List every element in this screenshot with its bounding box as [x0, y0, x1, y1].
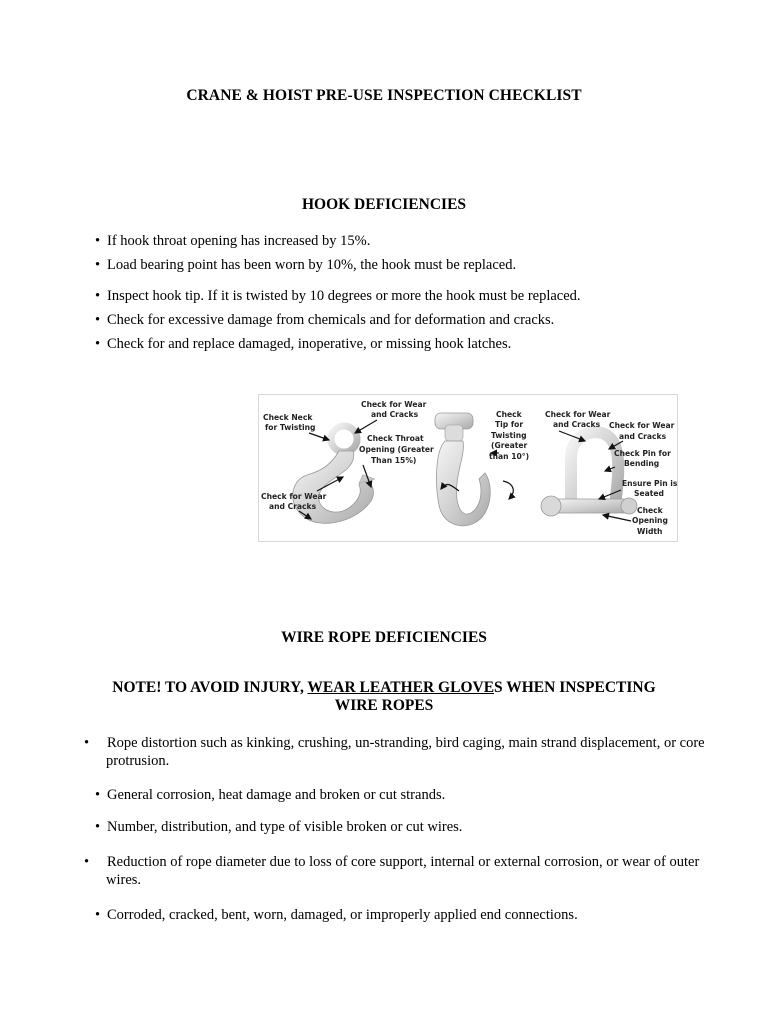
page-title: CRANE & HOIST PRE-USE INSPECTION CHECKLIST [186, 87, 582, 104]
wire-rope-bullet [84, 734, 706, 770]
label-wear-top-2: and Cracks [371, 410, 419, 419]
wire-rope-bullet-text: Rope distortion such as kinking, crushing, un-stranding, bird caging, main strand displacement, or core protrusion. [106, 735, 705, 769]
label-tip-4: (Greater [491, 441, 528, 450]
label-shackle-wear-2: and Cracks [553, 420, 601, 429]
label-seated-2: Seated [634, 489, 664, 498]
hook-bullet [95, 256, 516, 274]
label-shackle-wear2-1: Check for Wear [609, 421, 675, 430]
wire-rope-bullet-text: Number, distribution, and type of visible broken or cut wires. [107, 819, 463, 835]
bullet-glyph: • [84, 854, 90, 870]
label-neck-2: for Twisting [265, 423, 316, 432]
label-opening-3: Width [637, 527, 663, 536]
hook-bullet-text: Check for and replace damaged, inoperative, or missing hook latches. [107, 336, 512, 352]
wire-rope-bullet-text: General corrosion, heat damage and broken or cut strands. [107, 787, 446, 803]
label-throat-2: Opening (Greater [359, 445, 434, 454]
swivel-hook-drawing [435, 413, 490, 526]
hook-bullet-text: If hook throat opening has increased by 15%. [107, 233, 371, 249]
safety-note [90, 679, 678, 715]
hook-bullet [95, 232, 370, 250]
label-pin-2: Bending [624, 459, 660, 468]
hook-heading: HOOK DEFICIENCIES [301, 196, 467, 213]
bullet-glyph: • [95, 336, 101, 352]
wire-rope-bullet [84, 853, 706, 889]
bullet-glyph: • [95, 257, 101, 273]
bullet-glyph: • [95, 288, 101, 304]
bullet-glyph: • [95, 312, 101, 328]
label-tip-3: Twisting [491, 431, 527, 440]
bullet-glyph: • [95, 233, 101, 249]
wire-rope-bullet [95, 818, 462, 836]
hook-inspection-figure [258, 394, 678, 542]
label-shackle-wear2-2: and Cracks [619, 432, 667, 441]
label-tip-2: Tip for [495, 420, 524, 429]
wire-rope-bullet [95, 786, 445, 804]
wire-rope-bullet [95, 906, 578, 924]
bullet-glyph: • [84, 735, 90, 751]
bullet-glyph: • [95, 819, 101, 835]
label-wear-top-1: Check for Wear [361, 400, 427, 409]
label-throat-3: Than 15%) [371, 456, 417, 465]
bullet-glyph: • [95, 907, 101, 923]
label-seated-1: Ensure Pin is [622, 479, 677, 488]
bullet-glyph: • [95, 787, 101, 803]
note-underlined: WEAR LEATHER GLOVE [307, 679, 495, 696]
hook-bullet-text: Load bearing point has been worn by 10%, the hook must be replaced. [107, 257, 517, 273]
wire-rope-heading: WIRE ROPE DEFICIENCIES [281, 629, 487, 646]
label-shackle-wear-1: Check for Wear [545, 410, 611, 419]
label-neck-1: Check Neck [263, 413, 313, 422]
label-throat-1: Check Throat [367, 434, 424, 443]
label-wear-bottom-1: Check for Wear [261, 492, 327, 501]
wire-rope-bullet-text: Reduction of rope diameter due to loss of core support, internal or external corrosion, or wear of outer wires. [106, 854, 700, 888]
note-prefix: NOTE! TO AVOID INJURY, [112, 679, 308, 696]
hook-bullet [95, 311, 554, 329]
label-wear-bottom-2: and Cracks [269, 502, 317, 511]
hook-bullet-text: Check for excessive damage from chemicals and for deformation and cracks. [107, 312, 555, 328]
wire-rope-bullet-text: Corroded, cracked, bent, worn, damaged, or improperly applied end connections. [107, 907, 578, 923]
label-opening-2: Opening [632, 516, 668, 525]
shackle-drawing [541, 432, 637, 516]
hook-bullet-text: Inspect hook tip. If it is twisted by 10 degrees or more the hook must be replaced. [107, 288, 581, 304]
hook-bullet [95, 335, 511, 353]
label-tip-1: Check [496, 410, 522, 419]
label-opening-1: Check [637, 506, 663, 515]
note-suffix: S WHEN INSPECTING WIRE ROPES [334, 679, 656, 714]
hook-bullet [95, 287, 581, 305]
label-tip-5: than 10°) [489, 452, 530, 461]
label-pin-1: Check Pin for [614, 449, 671, 458]
